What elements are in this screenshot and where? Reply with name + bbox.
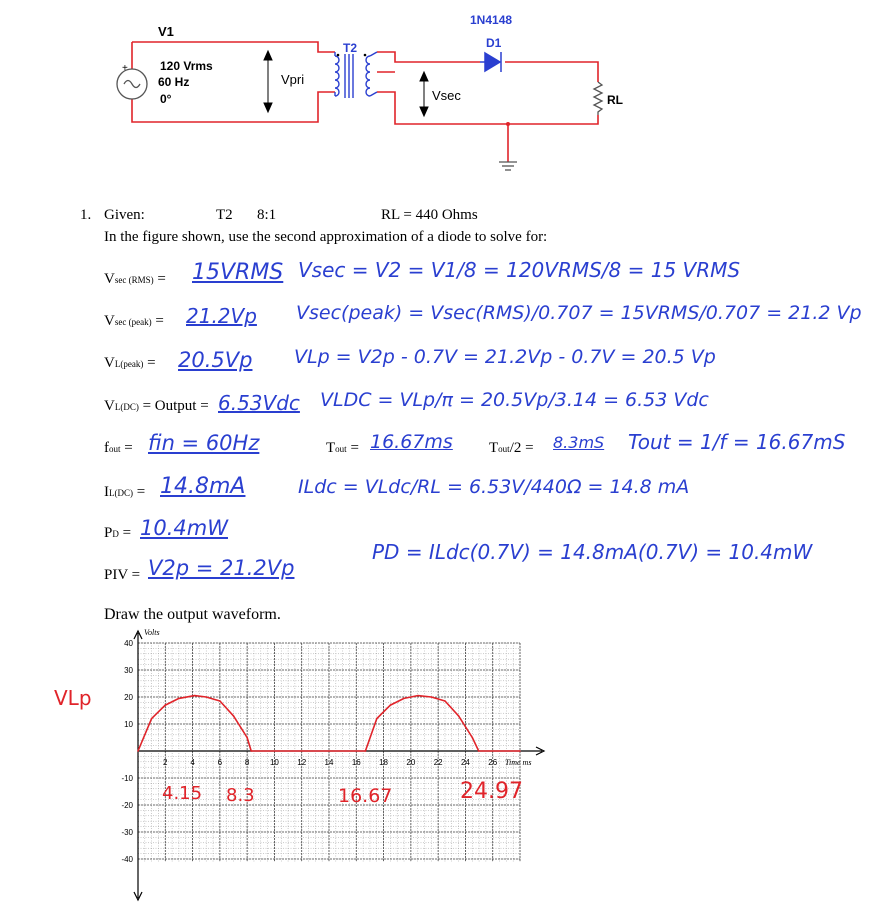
rl-label: RL: [607, 93, 623, 107]
waveform-point: [519, 750, 521, 752]
given-ratio: 8:1: [257, 207, 277, 223]
label-piv: PIV =: [104, 567, 141, 583]
label-vl-dc: VL(DC) = Output =: [104, 398, 209, 414]
x-tick-label: 2: [163, 758, 168, 767]
y-tick-label: -30: [121, 828, 133, 837]
v1-name: V1: [158, 24, 174, 39]
y-tick-label: 20: [124, 693, 133, 702]
x-tick-label: 12: [297, 758, 307, 767]
y-tick-label: -20: [121, 801, 133, 810]
waveform-point: [365, 750, 367, 752]
work-vsec-peak: Vsec(peak) = Vsec(RMS)/0.707 = 15VRMS/0.707 = 21.2 Vp: [296, 302, 862, 324]
x-tick-label: 14: [324, 758, 334, 767]
work-vl-peak: VLp = V2p - 0.7V = 21.2Vp - 0.7V = 20.5 Vp: [294, 346, 716, 368]
x-tick-label: 24: [460, 758, 470, 767]
waveform-point: [178, 698, 180, 700]
waveform-point: [444, 700, 446, 702]
instruction-text: In the figure shown, use the second approximation of a diode to solve for:: [104, 229, 548, 245]
answer-piv: V2p = 21.2Vp: [148, 556, 295, 580]
x-tick-label: 4: [190, 758, 195, 767]
waveform-point: [376, 718, 378, 720]
waveform-point: [233, 715, 235, 717]
waveform-point: [431, 696, 433, 698]
label-fout: fout =: [104, 440, 133, 456]
answer-pd: 10.4mW: [140, 516, 228, 540]
work-pd: PD = ILdc(0.7V) = 14.8mA(0.7V) = 10.4mW: [372, 540, 813, 564]
y-tick-label: -40: [121, 855, 133, 864]
label-vsec-rms: Vsec (RMS) =: [104, 271, 166, 287]
waveform-heading: Draw the output waveform.: [104, 606, 281, 623]
annotation-t1: 4.15: [162, 783, 203, 804]
label-pd: PD =: [104, 525, 132, 541]
v1-frequency: 60 Hz: [158, 75, 190, 89]
x-tick-label: 22: [433, 758, 443, 767]
waveform-point: [458, 715, 460, 717]
given-rl: RL = 440 Ohms: [381, 207, 478, 223]
y-tick-label: 40: [124, 639, 133, 648]
side-label-vlp: VLp: [54, 686, 92, 710]
waveform-point: [478, 750, 480, 752]
x-tick-label: 8: [244, 758, 250, 767]
label-vsec-peak: Vsec (peak) =: [104, 313, 164, 329]
svg-text:+: +: [122, 63, 128, 74]
x-axis-label: Time ms: [505, 758, 532, 767]
annotation-t3: 16.67: [338, 785, 393, 807]
t2-label: T2: [343, 41, 358, 55]
diode-part-number: 1N4148: [470, 13, 513, 27]
x-tick-label: 16: [351, 758, 361, 767]
waveform-point: [471, 737, 473, 739]
label-tout-half: Tout/2 =: [489, 440, 534, 456]
answer-il-dc: 14.8mA: [160, 474, 246, 499]
waveform-point: [137, 750, 139, 752]
work-vl-dc: VLDC = VLp/π = 20.5Vp/3.14 = 6.53 Vdc: [320, 389, 709, 411]
label-tout: Tout =: [326, 440, 359, 456]
label-vl-peak: VL(peak) =: [104, 355, 156, 371]
v1-phase: 0°: [160, 92, 172, 106]
vsec-label: Vsec: [432, 88, 461, 103]
vpri-label: Vpri: [281, 72, 305, 87]
given-t2: T2: [216, 207, 233, 223]
y-tick-label: 10: [124, 720, 133, 729]
y-tick-label: 30: [124, 666, 133, 675]
work-tout: Tout = 1/f = 16.67mS: [628, 430, 846, 454]
answer-vl-peak: 20.5Vp: [178, 348, 253, 372]
diode-name: D1: [486, 36, 502, 50]
annotation-t2: 8.3: [226, 785, 255, 806]
x-tick-label: 10: [269, 758, 279, 767]
waveform-point: [403, 698, 405, 700]
annotation-t4: 24.97: [460, 779, 523, 804]
answer-tout: 16.67ms: [370, 431, 453, 453]
x-tick-label: 26: [488, 758, 498, 767]
answer-vl-dc: 6.53Vdc: [218, 391, 300, 415]
given-label: Given:: [104, 207, 145, 223]
waveform-point: [246, 737, 248, 739]
waveform-point: [194, 695, 196, 697]
answer-vsec-peak: 21.2Vp: [186, 304, 257, 328]
waveform-point: [250, 750, 252, 752]
waveform-point: [151, 718, 153, 720]
work-vsec-rms: Vsec = V2 = V1/8 = 120VRMS/8 = 15 VRMS: [298, 258, 741, 282]
waveform-point: [205, 696, 207, 698]
problem-number: 1.: [80, 207, 92, 223]
answer-vsec-rms: 15VRMS: [192, 260, 284, 285]
y-axis-label: Volts: [144, 628, 160, 637]
x-tick-label: 18: [379, 758, 389, 767]
waveform-point: [219, 700, 221, 702]
answer-tout-half: 8.3mS: [553, 433, 605, 452]
work-il-dc: ILdc = VLdc/RL = 6.53V/440Ω = 14.8 mA: [298, 476, 690, 498]
y-tick-label: -10: [121, 774, 133, 783]
waveform-point: [390, 704, 392, 706]
waveform-point: [417, 695, 419, 697]
answer-fout: fin = 60Hz: [148, 431, 260, 455]
label-il-dc: IL(DC) =: [104, 484, 146, 500]
x-tick-label: 20: [406, 758, 416, 767]
waveform-point: [164, 704, 166, 706]
x-tick-label: 6: [217, 758, 223, 767]
v1-voltage: 120 Vrms: [160, 59, 213, 73]
